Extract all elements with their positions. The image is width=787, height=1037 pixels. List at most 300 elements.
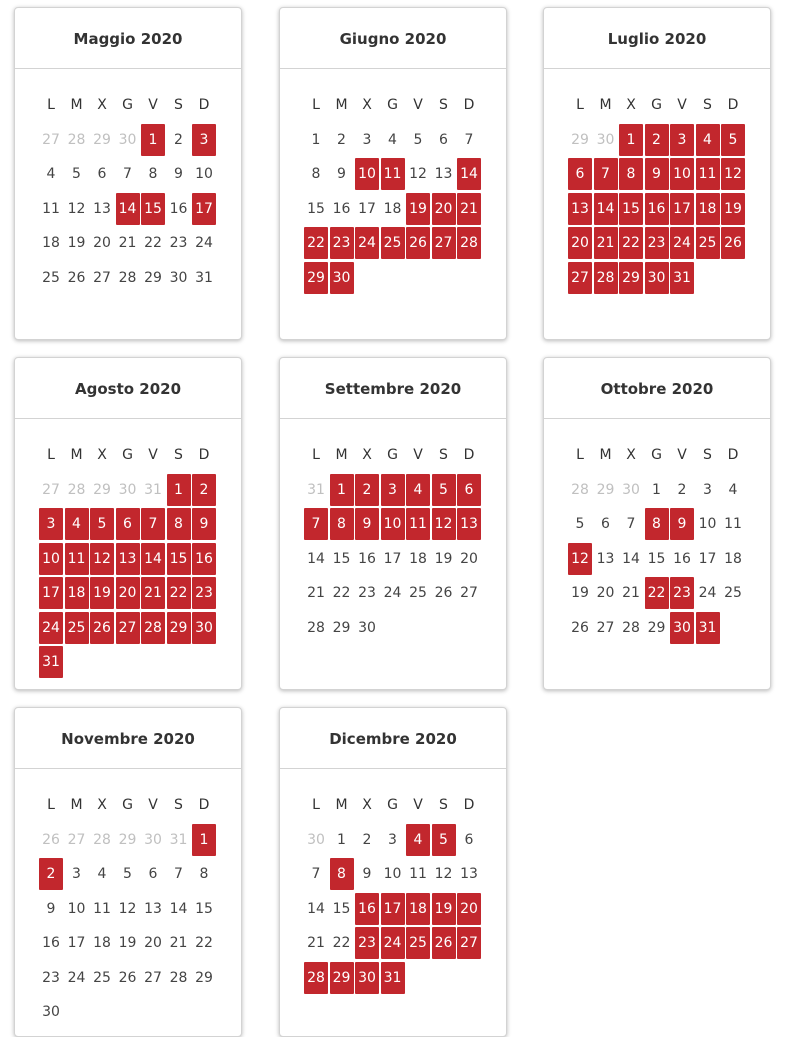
day-cell-highlighted[interactable]: 15: [141, 193, 165, 225]
day-cell-other-month: 30: [144, 831, 162, 848]
day-cell-highlighted[interactable]: 7: [141, 508, 165, 540]
day-cell-highlighted[interactable]: 29: [619, 262, 643, 294]
day-cell[interactable]: 4: [388, 131, 397, 148]
day-cell-highlighted[interactable]: 26: [406, 227, 430, 259]
day-cell-highlighted[interactable]: 10: [381, 508, 405, 540]
day-cell-highlighted[interactable]: 10: [39, 543, 63, 575]
day-cell[interactable]: 15: [647, 550, 666, 567]
day-cell[interactable]: 2: [677, 481, 687, 498]
weekday-label: D: [198, 97, 210, 113]
month-card: [14, 707, 242, 1037]
weekday-label: M: [70, 97, 83, 113]
day-cell-highlighted[interactable]: 30: [645, 262, 669, 294]
day-cell-highlighted[interactable]: 23: [355, 927, 379, 959]
day-cell-highlighted[interactable]: 1: [141, 124, 165, 156]
day-cell-highlighted[interactable]: 8: [167, 508, 191, 540]
day-cell-highlighted[interactable]: 17: [39, 577, 63, 609]
day-cell[interactable]: 29: [195, 969, 213, 986]
day-cell-highlighted[interactable]: 25: [696, 227, 720, 259]
day-cell-highlighted[interactable]: 12: [90, 543, 114, 575]
day-cell-other-month: 28: [67, 131, 86, 148]
day-cell[interactable]: 2: [174, 131, 183, 148]
day-cell[interactable]: 6: [439, 131, 448, 148]
day-cell[interactable]: 11: [724, 516, 742, 532]
day-cell-highlighted[interactable]: 12: [568, 543, 592, 575]
weekday-label: V: [413, 97, 423, 113]
day-cell-highlighted[interactable]: 25: [65, 612, 89, 644]
day-cell[interactable]: 28: [169, 969, 188, 986]
day-cell[interactable]: 14: [169, 900, 188, 917]
day-cell-highlighted[interactable]: 4: [406, 824, 430, 856]
day-cell[interactable]: 2: [362, 831, 372, 848]
day-cell[interactable]: 12: [434, 866, 453, 882]
day-cell-highlighted[interactable]: 20: [116, 577, 140, 609]
day-cell-highlighted[interactable]: 27: [432, 227, 456, 259]
weekday-label: X: [97, 97, 107, 113]
day-cell-highlighted[interactable]: 13: [457, 508, 481, 540]
day-cell-highlighted[interactable]: 9: [645, 158, 669, 190]
day-cell[interactable]: 9: [337, 166, 346, 182]
day-cell-highlighted[interactable]: 26: [90, 612, 114, 644]
day-cell-highlighted[interactable]: 16: [645, 193, 669, 225]
day-cell[interactable]: 15: [332, 550, 351, 567]
day-cell-highlighted[interactable]: 3: [39, 508, 63, 540]
day-cell[interactable]: 28: [307, 619, 325, 636]
day-cell-highlighted[interactable]: 14: [141, 543, 165, 575]
day-cell-other-month: 30: [622, 481, 640, 498]
day-cell-highlighted[interactable]: 10: [355, 158, 379, 190]
day-cell[interactable]: 22: [332, 585, 351, 601]
day-cell-highlighted[interactable]: 5: [721, 124, 745, 156]
weekday-label: D: [198, 797, 210, 813]
day-cell[interactable]: 5: [123, 866, 132, 882]
day-cell-highlighted[interactable]: 25: [406, 927, 430, 959]
day-cell[interactable]: 7: [626, 516, 636, 532]
day-cell[interactable]: 12: [409, 166, 427, 182]
day-cell-highlighted[interactable]: 14: [594, 193, 618, 225]
weekday-label: S: [174, 447, 183, 463]
day-cell-highlighted[interactable]: 18: [696, 193, 720, 225]
day-cell[interactable]: 8: [311, 166, 321, 182]
day-cell-highlighted[interactable]: 13: [116, 543, 140, 575]
day-cell-highlighted[interactable]: 11: [406, 508, 430, 540]
day-cell-highlighted[interactable]: 29: [304, 262, 328, 294]
day-cell-highlighted[interactable]: 11: [696, 158, 720, 190]
day-cell[interactable]: 6: [148, 866, 158, 882]
day-cell-other-month: 29: [93, 131, 111, 148]
day-cell-highlighted[interactable]: 8: [645, 508, 669, 540]
day-cell-highlighted[interactable]: 15: [619, 193, 643, 225]
day-cell[interactable]: 7: [174, 866, 183, 882]
day-cell[interactable]: 11: [93, 900, 111, 917]
day-cell[interactable]: 5: [575, 516, 585, 532]
day-cell[interactable]: 7: [311, 866, 321, 882]
day-cell-highlighted[interactable]: 7: [304, 508, 328, 540]
day-cell-highlighted[interactable]: 20: [568, 227, 592, 259]
day-cell-highlighted[interactable]: 22: [167, 577, 191, 609]
day-cell-highlighted[interactable]: 23: [192, 577, 216, 609]
day-cell-highlighted[interactable]: 6: [116, 508, 140, 540]
day-cell[interactable]: 21: [622, 585, 640, 601]
day-cell[interactable]: 20: [93, 235, 111, 251]
day-cell-other-month: 30: [596, 131, 615, 148]
day-cell-highlighted[interactable]: 27: [568, 262, 592, 294]
day-cell-other-month: 28: [67, 481, 86, 498]
day-cell-highlighted[interactable]: 30: [192, 612, 216, 644]
day-cell-highlighted[interactable]: 13: [568, 193, 592, 225]
day-cell[interactable]: 23: [169, 235, 188, 251]
day-cell[interactable]: 17: [383, 550, 402, 567]
day-cell[interactable]: 14: [307, 900, 325, 917]
day-cell[interactable]: 6: [97, 166, 107, 182]
day-cell-other-month: 26: [42, 831, 60, 848]
day-cell[interactable]: 23: [358, 585, 376, 601]
day-cell-highlighted[interactable]: 31: [696, 612, 720, 644]
day-cell[interactable]: 4: [97, 866, 107, 882]
day-cell[interactable]: 20: [460, 550, 478, 567]
weekday-label: L: [47, 97, 55, 113]
day-cell[interactable]: 6: [464, 831, 474, 848]
day-cell[interactable]: 3: [362, 131, 372, 148]
day-cell[interactable]: 5: [72, 166, 81, 182]
day-cell[interactable]: 26: [434, 585, 453, 601]
day-cell[interactable]: 9: [174, 166, 183, 182]
day-cell[interactable]: 8: [199, 866, 209, 882]
day-cell-highlighted[interactable]: 3: [670, 124, 694, 156]
day-cell-highlighted[interactable]: 26: [721, 227, 745, 259]
day-cell[interactable]: 25: [93, 969, 111, 986]
day-cell-highlighted[interactable]: 2: [39, 858, 63, 890]
day-cell[interactable]: 27: [93, 269, 111, 286]
day-cell-highlighted[interactable]: 28: [594, 262, 618, 294]
month-card: [543, 7, 771, 340]
day-cell[interactable]: 9: [362, 866, 372, 882]
day-cell-highlighted[interactable]: 8: [619, 158, 643, 190]
day-cell-highlighted[interactable]: 21: [594, 227, 618, 259]
day-cell[interactable]: 18: [42, 235, 60, 251]
day-cell[interactable]: 15: [307, 200, 325, 217]
day-cell-highlighted[interactable]: 1: [330, 474, 354, 506]
weekday-label: D: [727, 447, 739, 463]
day-cell[interactable]: 7: [464, 131, 474, 148]
day-cell[interactable]: 24: [67, 969, 86, 986]
weekday-label: M: [70, 797, 83, 813]
weekday-label: G: [651, 447, 662, 463]
weekday-label: G: [122, 447, 133, 463]
day-cell[interactable]: 26: [67, 269, 86, 286]
day-cell-highlighted[interactable]: 30: [670, 612, 694, 644]
day-cell[interactable]: 24: [195, 235, 213, 251]
day-cell[interactable]: 18: [724, 550, 742, 567]
weekday-label: G: [387, 97, 398, 113]
weekday-label: L: [47, 447, 55, 463]
day-cell-highlighted[interactable]: 12: [432, 508, 456, 540]
day-cell[interactable]: 22: [195, 935, 213, 951]
weekday-label: V: [677, 97, 687, 113]
weekday-label: D: [463, 447, 475, 463]
day-cell-highlighted[interactable]: 14: [116, 193, 140, 225]
day-cell[interactable]: 21: [307, 935, 325, 951]
day-cell-highlighted[interactable]: 22: [645, 577, 669, 609]
day-cell-highlighted[interactable]: 19: [721, 193, 745, 225]
day-cell-highlighted[interactable]: 29: [167, 612, 191, 644]
day-cell[interactable]: 26: [118, 969, 137, 986]
day-cell[interactable]: 2: [337, 131, 346, 148]
day-cell-highlighted[interactable]: 4: [696, 124, 720, 156]
day-cell-highlighted[interactable]: 17: [381, 893, 405, 925]
day-cell[interactable]: 31: [195, 269, 213, 286]
day-cell[interactable]: 12: [118, 900, 137, 917]
month-card: [279, 707, 507, 1037]
day-cell[interactable]: 19: [434, 550, 453, 567]
day-cell[interactable]: 19: [571, 585, 589, 601]
day-cell-highlighted[interactable]: 9: [192, 508, 216, 540]
day-cell-other-month: 27: [67, 831, 86, 848]
day-cell-highlighted[interactable]: 22: [304, 227, 328, 259]
day-cell-highlighted[interactable]: 19: [432, 893, 456, 925]
day-cell-highlighted[interactable]: 4: [65, 508, 89, 540]
day-cell-highlighted[interactable]: 6: [568, 158, 592, 190]
day-cell-highlighted[interactable]: 30: [355, 962, 379, 994]
day-cell-highlighted[interactable]: 24: [39, 612, 63, 644]
month-title: Maggio 2020: [15, 8, 241, 69]
day-cell-highlighted[interactable]: 19: [90, 577, 114, 609]
day-cell-highlighted[interactable]: 7: [594, 158, 618, 190]
day-cell[interactable]: 14: [307, 550, 325, 567]
day-cell[interactable]: 28: [622, 619, 640, 636]
day-cell-highlighted[interactable]: 6: [457, 474, 481, 506]
day-cell-highlighted[interactable]: 4: [406, 474, 430, 506]
day-cell-highlighted[interactable]: 1: [192, 824, 216, 856]
month-title: Luglio 2020: [544, 8, 770, 69]
day-cell[interactable]: 11: [42, 200, 60, 217]
day-cell-highlighted[interactable]: 23: [670, 577, 694, 609]
day-cell-highlighted[interactable]: 1: [619, 124, 643, 156]
day-cell-highlighted[interactable]: 30: [330, 262, 354, 294]
day-cell-highlighted[interactable]: 10: [670, 158, 694, 190]
day-cell[interactable]: 17: [67, 935, 86, 951]
day-cell-highlighted[interactable]: 14: [457, 158, 481, 190]
day-cell[interactable]: 13: [596, 550, 615, 567]
day-cell[interactable]: 5: [413, 131, 423, 148]
day-cell-other-month: 28: [93, 831, 111, 848]
day-cell-highlighted[interactable]: 19: [406, 193, 430, 225]
day-cell-highlighted[interactable]: 12: [721, 158, 745, 190]
day-cell[interactable]: 30: [358, 619, 376, 636]
day-cell-highlighted[interactable]: 16: [192, 543, 216, 575]
weekday-label: V: [413, 797, 423, 813]
day-cell-highlighted[interactable]: 2: [355, 474, 379, 506]
day-cell-highlighted[interactable]: 31: [381, 962, 405, 994]
day-cell[interactable]: 16: [358, 550, 376, 567]
day-cell[interactable]: 17: [698, 550, 717, 567]
weekday-label: M: [70, 447, 83, 463]
month-card: [543, 357, 771, 690]
day-cell-highlighted[interactable]: 18: [65, 577, 89, 609]
day-cell-highlighted[interactable]: 2: [192, 474, 216, 506]
day-cell-highlighted[interactable]: 29: [330, 962, 354, 994]
day-cell[interactable]: 10: [698, 516, 717, 532]
day-cell-highlighted[interactable]: 24: [355, 227, 379, 259]
weekday-label: S: [174, 797, 183, 813]
day-cell[interactable]: 20: [144, 935, 162, 951]
day-cell-highlighted[interactable]: 9: [355, 508, 379, 540]
day-cell[interactable]: 9: [46, 900, 56, 917]
day-cell[interactable]: 1: [337, 831, 346, 848]
day-cell[interactable]: 4: [728, 481, 738, 498]
day-cell[interactable]: 10: [67, 900, 86, 917]
day-cell-highlighted[interactable]: 5: [432, 474, 456, 506]
day-cell-highlighted[interactable]: 3: [192, 124, 216, 156]
weekday-label: S: [703, 97, 712, 113]
day-cell[interactable]: 4: [46, 166, 56, 182]
day-cell[interactable]: 28: [118, 269, 137, 286]
day-cell-highlighted[interactable]: 28: [304, 962, 328, 994]
day-cell[interactable]: 29: [647, 619, 666, 636]
day-cell-highlighted[interactable]: 31: [39, 646, 63, 678]
day-cell-other-month: 30: [118, 131, 137, 148]
day-cell[interactable]: 23: [42, 969, 60, 986]
day-cell[interactable]: 7: [123, 166, 132, 182]
day-cell[interactable]: 16: [42, 935, 60, 951]
weekday-label: M: [335, 97, 348, 113]
day-cell[interactable]: 20: [596, 585, 615, 601]
day-cell[interactable]: 19: [67, 235, 86, 251]
day-cell-highlighted[interactable]: 2: [645, 124, 669, 156]
weekday-label: L: [312, 797, 320, 813]
month-card: [279, 357, 507, 690]
day-cell-highlighted[interactable]: 15: [167, 543, 191, 575]
day-cell[interactable]: 18: [409, 550, 427, 567]
day-cell-highlighted[interactable]: 5: [90, 508, 114, 540]
day-cell-highlighted[interactable]: 21: [141, 577, 165, 609]
day-cell-other-month: 31: [307, 481, 325, 498]
day-cell-highlighted[interactable]: 16: [355, 893, 379, 925]
day-cell[interactable]: 22: [332, 935, 351, 951]
day-cell[interactable]: 10: [383, 866, 402, 882]
day-cell[interactable]: 29: [144, 269, 162, 286]
month-title: Novembre 2020: [15, 708, 241, 769]
month-title: Giugno 2020: [280, 8, 506, 69]
weekday-label: X: [626, 447, 636, 463]
day-cell-highlighted[interactable]: 17: [192, 193, 216, 225]
day-cell-highlighted[interactable]: 18: [406, 893, 430, 925]
weekday-label: M: [599, 97, 612, 113]
day-cell[interactable]: 18: [383, 200, 402, 217]
day-cell[interactable]: 6: [601, 516, 610, 532]
month-card: [14, 357, 242, 690]
day-cell[interactable]: 13: [144, 900, 162, 917]
day-cell[interactable]: 3: [703, 481, 712, 498]
day-cell-highlighted[interactable]: 8: [330, 508, 354, 540]
day-cell[interactable]: 24: [383, 585, 402, 601]
day-cell-highlighted[interactable]: 31: [670, 262, 694, 294]
day-cell-highlighted[interactable]: 21: [457, 193, 481, 225]
day-cell-highlighted[interactable]: 11: [381, 158, 405, 190]
day-cell-highlighted[interactable]: 28: [141, 612, 165, 644]
day-cell[interactable]: 26: [571, 619, 589, 636]
day-cell[interactable]: 13: [93, 200, 111, 217]
day-cell-highlighted[interactable]: 20: [457, 893, 481, 925]
day-cell[interactable]: 25: [42, 269, 60, 286]
day-cell-highlighted[interactable]: 22: [619, 227, 643, 259]
weekday-label: S: [174, 97, 183, 113]
day-cell[interactable]: 19: [118, 935, 137, 951]
day-cell[interactable]: 1: [652, 481, 661, 498]
day-cell-highlighted[interactable]: 25: [381, 227, 405, 259]
day-cell[interactable]: 29: [332, 619, 351, 636]
day-cell[interactable]: 18: [93, 935, 111, 951]
day-cell-highlighted[interactable]: 3: [381, 474, 405, 506]
day-cell-highlighted[interactable]: 20: [432, 193, 456, 225]
day-cell-highlighted[interactable]: 27: [457, 927, 481, 959]
day-cell[interactable]: 14: [622, 550, 640, 567]
day-cell[interactable]: 10: [195, 166, 213, 182]
day-cell[interactable]: 15: [195, 900, 213, 917]
day-cell-highlighted[interactable]: 24: [670, 227, 694, 259]
day-cell-highlighted[interactable]: 26: [432, 927, 456, 959]
day-cell[interactable]: 30: [42, 1004, 60, 1020]
day-cell[interactable]: 21: [169, 935, 188, 951]
day-cell[interactable]: 25: [724, 585, 742, 601]
day-cell[interactable]: 13: [460, 866, 478, 882]
day-cell[interactable]: 27: [144, 969, 162, 986]
day-cell-highlighted[interactable]: 23: [645, 227, 669, 259]
day-cell-highlighted[interactable]: 9: [670, 508, 694, 540]
weekday-label: X: [97, 447, 107, 463]
day-cell-other-month: 31: [169, 831, 188, 848]
day-cell-highlighted[interactable]: 17: [670, 193, 694, 225]
day-cell-other-month: 31: [144, 481, 162, 498]
day-cell[interactable]: 13: [434, 166, 453, 182]
weekday-label: D: [463, 97, 475, 113]
day-cell[interactable]: 17: [358, 200, 376, 217]
day-cell[interactable]: 21: [307, 585, 325, 601]
day-cell-highlighted[interactable]: 1: [167, 474, 191, 506]
weekday-label: V: [148, 797, 158, 813]
day-cell[interactable]: 16: [332, 200, 351, 217]
day-cell[interactable]: 11: [409, 866, 427, 882]
day-cell-highlighted[interactable]: 28: [457, 227, 481, 259]
day-cell-highlighted[interactable]: 27: [116, 612, 140, 644]
month-title: Dicembre 2020: [280, 708, 506, 769]
day-cell[interactable]: 22: [144, 235, 162, 251]
weekday-label: L: [312, 447, 320, 463]
weekday-label: M: [599, 447, 612, 463]
day-cell[interactable]: 8: [148, 166, 158, 182]
day-cell[interactable]: 3: [388, 831, 397, 848]
day-cell[interactable]: 30: [169, 269, 188, 286]
day-cell[interactable]: 21: [118, 235, 137, 251]
day-cell-highlighted[interactable]: 11: [65, 543, 89, 575]
day-cell[interactable]: 24: [698, 585, 717, 601]
day-cell[interactable]: 27: [596, 619, 615, 636]
day-cell-other-month: 27: [42, 481, 60, 498]
day-cell-highlighted[interactable]: 8: [330, 858, 354, 890]
day-cell-highlighted[interactable]: 23: [330, 227, 354, 259]
day-cell[interactable]: 27: [460, 585, 478, 601]
day-cell[interactable]: 3: [72, 866, 81, 882]
day-cell[interactable]: 16: [673, 550, 691, 567]
day-cell[interactable]: 15: [332, 900, 351, 917]
day-cell-highlighted[interactable]: 5: [432, 824, 456, 856]
day-cell-highlighted[interactable]: 24: [381, 927, 405, 959]
day-cell[interactable]: 25: [409, 585, 427, 601]
day-cell[interactable]: 16: [169, 200, 188, 217]
day-cell[interactable]: 1: [311, 131, 321, 148]
day-cell[interactable]: 12: [67, 200, 86, 217]
day-cell-other-month: 29: [93, 481, 111, 498]
